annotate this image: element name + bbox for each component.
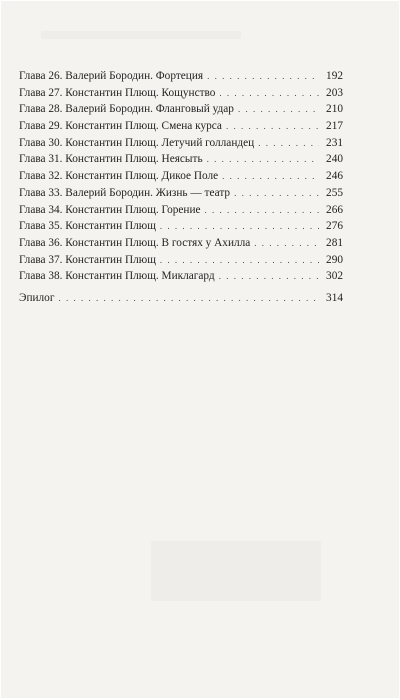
toc-entry[interactable] — [19, 118, 343, 135]
toc-entry-title: Глава 27. Константин Плющ. Кощунство — [19, 86, 216, 99]
toc-entry[interactable] — [19, 151, 343, 168]
toc-entry[interactable] — [19, 185, 343, 202]
toc-entry-title: Глава 31. Константин Плющ. Неясыть — [19, 153, 203, 166]
toc-entry-page: 217 — [326, 120, 343, 133]
toc-entry[interactable] — [19, 135, 343, 152]
dot-leader — [234, 185, 319, 202]
toc-entry[interactable] — [19, 168, 343, 185]
toc-entry-title: Глава 34. Константин Плющ. Горение — [19, 203, 201, 216]
book-page — [1, 1, 399, 698]
toc-entry-page: 210 — [326, 103, 343, 116]
dot-leader — [207, 68, 319, 85]
toc-entry-title: Глава 37. Константин Плющ — [19, 253, 156, 266]
toc-entry-title: Глава 32. Константин Плющ. Дикое Поле — [19, 170, 219, 183]
show-through-block — [41, 31, 241, 39]
toc-entry-page: 281 — [326, 236, 343, 249]
toc-epilogue — [19, 290, 343, 307]
toc-entry-title: Глава 29. Константин Плющ. Смена курса — [19, 120, 222, 133]
toc-entry-page: 266 — [326, 203, 343, 216]
toc-entry[interactable] — [19, 268, 343, 285]
toc-entry[interactable] — [19, 101, 343, 118]
dot-leader — [254, 235, 319, 252]
dot-leader — [160, 218, 319, 235]
toc-entry-title: Глава 30. Константин Плющ. Летучий голландец — [19, 136, 255, 149]
toc-entry-title: Глава 36. Константин Плющ. В гостях у Ахилла — [19, 236, 251, 249]
toc-entry[interactable] — [19, 68, 343, 85]
toc-entry-title: Эпилог — [19, 292, 55, 304]
toc-entry-page: 314 — [326, 292, 343, 304]
toc-entry-page: 302 — [326, 270, 343, 283]
dot-leader — [258, 135, 319, 152]
toc-entry-page: 192 — [326, 70, 343, 82]
toc-entry-title: Глава 33. Валерий Бородин. Жизнь — театр — [19, 186, 231, 199]
toc-entry-page: 255 — [326, 186, 343, 199]
toc-entry-epilogue[interactable] — [19, 290, 343, 307]
toc-entry-page: 203 — [326, 86, 343, 99]
dot-leader — [226, 118, 319, 135]
dot-leader — [205, 202, 319, 219]
toc-entry-page: 240 — [326, 153, 343, 166]
toc-entry[interactable] — [19, 252, 343, 269]
toc-entry-title: Глава 26. Валерий Бородин. Фортеция — [19, 70, 204, 82]
dot-leader — [58, 290, 319, 307]
toc-entry-title: Глава 35. Константин Плющ — [19, 220, 156, 233]
table-of-contents — [19, 68, 343, 285]
toc-entry-page: 246 — [326, 170, 343, 183]
show-through-block — [151, 541, 321, 601]
toc-entry-page: 231 — [326, 136, 343, 149]
dot-leader — [160, 252, 319, 269]
dot-leader — [219, 268, 319, 285]
dot-leader — [207, 151, 319, 168]
toc-entry[interactable] — [19, 202, 343, 219]
toc-entry[interactable] — [19, 218, 343, 235]
toc-entry-page: 290 — [326, 253, 343, 266]
toc-entry[interactable] — [19, 85, 343, 102]
toc-entry-page: 276 — [326, 220, 343, 233]
dot-leader — [238, 101, 319, 118]
dot-leader — [219, 85, 319, 102]
dot-leader — [222, 168, 319, 185]
toc-entry[interactable] — [19, 235, 343, 252]
toc-entry-title: Глава 38. Константин Плющ. Миклагард — [19, 270, 215, 283]
toc-entry-title: Глава 28. Валерий Бородин. Фланговый удар — [19, 103, 234, 116]
